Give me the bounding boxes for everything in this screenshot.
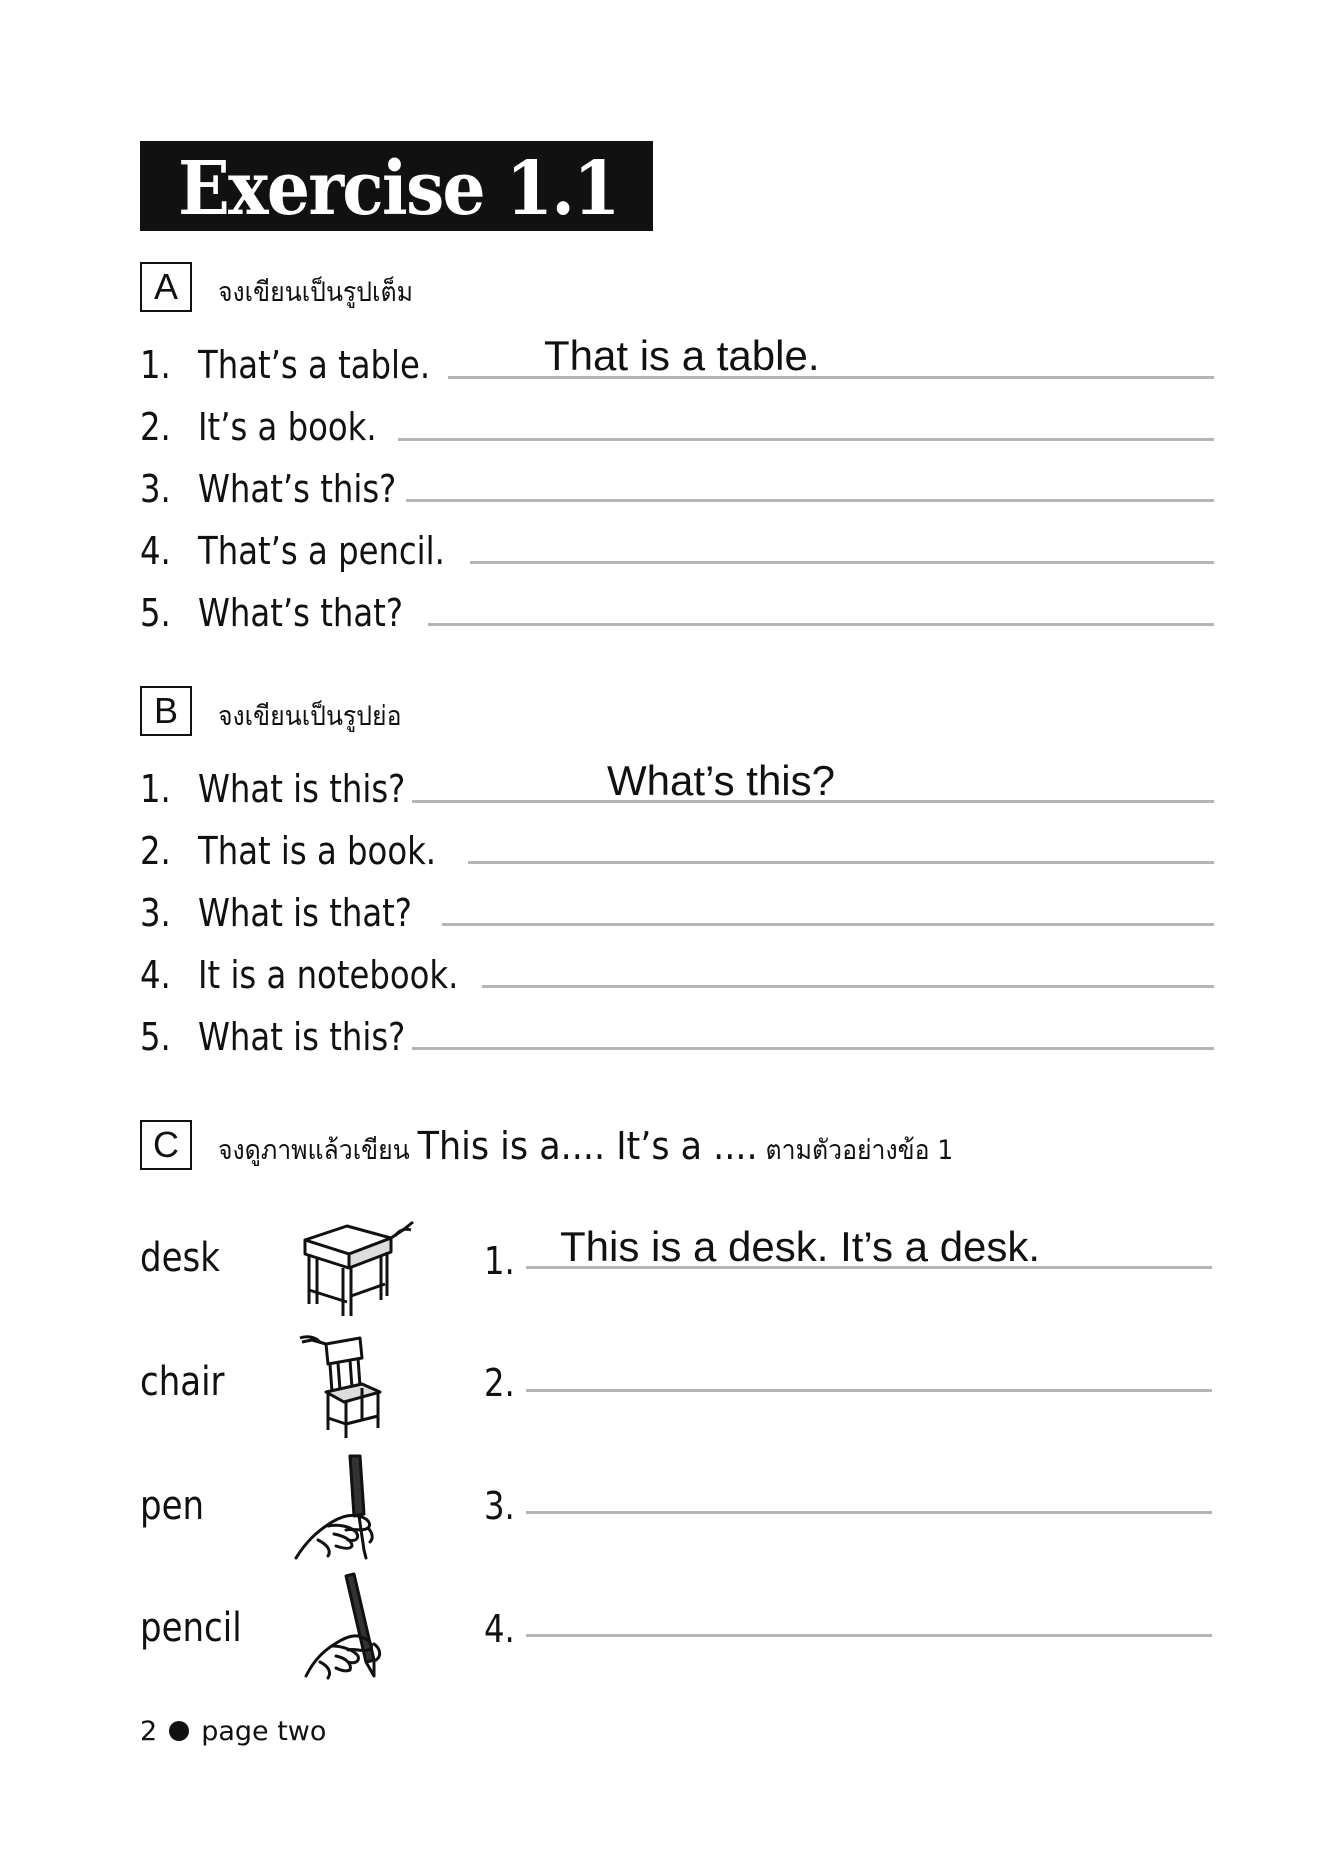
section-b-item-1-text: What is this? bbox=[198, 767, 406, 811]
bullet-dot-icon bbox=[169, 1721, 189, 1741]
exercise-title-banner bbox=[140, 141, 653, 231]
page-footer bbox=[140, 1718, 326, 1745]
section-b-label: B bbox=[140, 686, 192, 736]
section-b-item-4-text: It is a notebook. bbox=[198, 953, 459, 997]
section-a-label: A bbox=[140, 262, 192, 312]
section-c-word-chair: chair bbox=[140, 1359, 225, 1405]
pencil-in-hand-icon bbox=[296, 1572, 416, 1682]
section-a-item-4-answer-line[interactable] bbox=[470, 561, 1214, 564]
section-c-item-2-number: 2. bbox=[484, 1361, 515, 1405]
section-b-item-2-number: 2. bbox=[140, 829, 171, 873]
section-a-item-5-number: 5. bbox=[140, 591, 171, 635]
section-c-item-1-number: 1. bbox=[484, 1239, 515, 1283]
section-b-item-3-text: What is that? bbox=[198, 891, 412, 935]
page-number: 2 bbox=[140, 1716, 158, 1747]
pen-in-hand-icon bbox=[288, 1452, 408, 1562]
section-c-instruction-pre: จงดูภาพแล้วเขียน bbox=[218, 1135, 410, 1166]
section-b-instruction: จงเขียนเป็นรูปย่อ bbox=[218, 701, 402, 732]
section-c-word-pencil: pencil bbox=[140, 1605, 242, 1651]
section-b-item-4-answer-line[interactable] bbox=[482, 985, 1214, 988]
section-c-instruction bbox=[218, 1124, 953, 1171]
section-b-item-3-number: 3. bbox=[140, 891, 171, 935]
section-a-item-3-answer-line[interactable] bbox=[406, 499, 1214, 502]
section-b-item-5-number: 5. bbox=[140, 1015, 171, 1059]
section-a-item-2-text: It’s a book. bbox=[198, 405, 377, 449]
section-c-item-4-answer-line[interactable] bbox=[526, 1634, 1212, 1637]
section-c-item-3-number: 3. bbox=[484, 1484, 515, 1528]
page-number-words: page two bbox=[201, 1716, 327, 1747]
chair-icon bbox=[298, 1330, 418, 1440]
section-a-item-2-answer-line[interactable] bbox=[398, 438, 1214, 441]
section-b-item-1-answer: What’s this? bbox=[607, 757, 835, 804]
page-title: Exercise 1.1 bbox=[178, 146, 619, 232]
section-b-item-5-answer-line[interactable] bbox=[412, 1047, 1214, 1050]
section-c-instruction-pattern: This is a.... It’s a .... bbox=[417, 1124, 758, 1168]
section-a-item-5-text: What’s that? bbox=[198, 591, 403, 635]
section-c-item-1-answer: This is a desk. It’s a desk. bbox=[560, 1223, 1041, 1270]
section-b-item-2-text: That is a book. bbox=[198, 829, 437, 873]
section-c-item-3-answer-line[interactable] bbox=[526, 1511, 1212, 1514]
section-b-item-2-answer-line[interactable] bbox=[468, 861, 1214, 864]
section-b-item-1-number: 1. bbox=[140, 767, 171, 811]
section-a-item-2-number: 2. bbox=[140, 405, 171, 449]
section-c-label: C bbox=[140, 1120, 192, 1170]
section-c-item-2-answer-line[interactable] bbox=[526, 1389, 1212, 1392]
section-b-item-3-answer-line[interactable] bbox=[442, 923, 1214, 926]
section-a-item-4-number: 4. bbox=[140, 529, 171, 573]
section-a-item-1-number: 1. bbox=[140, 343, 171, 387]
section-b-item-5-text: What is this? bbox=[198, 1015, 406, 1059]
section-a-instruction: จงเขียนเป็นรูปเต็ม bbox=[218, 277, 414, 308]
section-a-item-1-text: That’s a table. bbox=[198, 343, 431, 387]
section-a-item-5-answer-line[interactable] bbox=[428, 623, 1214, 626]
section-b-item-4-number: 4. bbox=[140, 953, 171, 997]
desk-icon bbox=[295, 1212, 415, 1322]
section-c-word-pen: pen bbox=[140, 1483, 205, 1529]
section-c-word-desk: desk bbox=[140, 1235, 220, 1281]
section-a-item-3-text: What’s this? bbox=[198, 467, 397, 511]
section-a-item-1-answer: That is a table. bbox=[544, 332, 820, 379]
section-c-item-4-number: 4. bbox=[484, 1607, 515, 1651]
section-a-item-3-number: 3. bbox=[140, 467, 171, 511]
section-a-item-4-text: That’s a pencil. bbox=[198, 529, 445, 573]
section-c-instruction-post: ตามตัวอย่างข้อ 1 bbox=[765, 1135, 954, 1166]
